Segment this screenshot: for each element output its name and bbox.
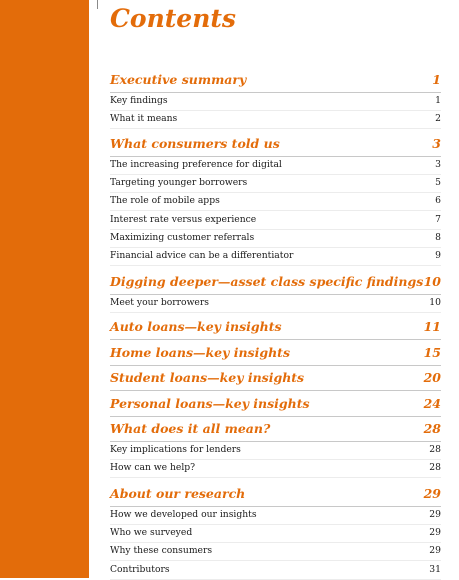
toc-section-page: 15 [423,345,441,360]
toc-entry-title: Key implications for lenders [110,444,241,455]
toc-section-page: 24 [423,396,441,411]
toc-section-title: Personal loans—key insights [110,396,310,411]
toc-entry-title: Interest rate versus experience [110,214,257,225]
toc-entry-page: 9 [435,250,441,261]
toc-section-page: 20 [423,370,441,385]
toc-section-title: Home loans—key insights [110,345,290,360]
toc-entry-title: How can we help? [110,462,196,473]
toc-entry[interactable] [110,232,441,244]
toc-entry-page: 31 [429,564,441,575]
toc-entry[interactable] [110,297,441,309]
toc-entry[interactable] [110,250,441,262]
toc-section-page: 3 [432,136,441,151]
toc-entry-page: 10 [429,297,441,308]
toc-entry-page: 28 [429,444,441,455]
toc-entry-page: 5 [435,177,441,188]
toc-section-title: Digging deeper—asset class specific findings [110,274,424,289]
toc-section-page: 28 [423,421,441,436]
toc-section-title: What does it all mean? [110,421,271,436]
toc-entry-title: How we developed our insights [110,509,257,520]
toc-entry-title: Financial advice can be a differentiator [110,250,294,261]
toc-section-page: 10 [423,274,441,289]
toc-entry[interactable] [110,214,441,226]
toc-entry[interactable] [110,509,441,521]
toc-section-title: Auto loans—key insights [110,319,282,334]
toc-section[interactable] [110,421,441,437]
toc-section-page: 29 [423,486,441,501]
toc-section-title: Student loans—key insights [110,370,305,385]
toc-section[interactable] [110,370,441,386]
toc-entry-page: 29 [429,509,441,520]
toc-entry-page: 8 [435,232,441,243]
toc-entry-title: Contributors [110,564,170,575]
toc-entry-title: Key findings [110,95,168,106]
toc-entry[interactable] [110,462,441,474]
toc-section-page: 1 [432,72,441,87]
toc-section[interactable] [110,136,441,152]
toc-entry-title: Meet your borrowers [110,297,209,308]
toc-entry-title: Targeting younger borrowers [110,177,248,188]
toc-entry[interactable] [110,545,441,557]
toc-entry[interactable] [110,527,441,539]
toc-entry-title: Why these consumers [110,545,213,556]
page-title: Contents [110,4,237,33]
toc-entry-title: The increasing preference for digital [110,159,282,170]
toc-entry[interactable] [110,95,441,107]
toc-entry-page: 1 [435,95,441,106]
toc-entry-page: 28 [429,462,441,473]
toc-entry-page: 2 [435,113,441,124]
toc-entry-page: 7 [435,214,441,225]
toc-section-page: 11 [423,319,441,334]
toc-section[interactable] [110,319,441,335]
toc-entry[interactable] [110,444,441,456]
toc-section[interactable] [110,72,441,88]
toc-entry[interactable] [110,159,441,171]
toc-section[interactable] [110,345,441,361]
toc-entry-title: The role of mobile apps [110,195,220,206]
toc-section[interactable] [110,486,441,502]
toc-section-title: Executive summary [110,72,247,87]
toc-section-title: About our research [110,486,246,501]
toc-section[interactable] [110,396,441,412]
toc-section-title: What consumers told us [110,136,280,151]
toc-entry-page: 6 [435,195,441,206]
toc-entry-page: 3 [435,159,441,170]
toc-entry[interactable] [110,564,441,576]
toc-entry-page: 29 [429,527,441,538]
toc-entry[interactable] [110,177,441,189]
toc-entry[interactable] [110,113,441,125]
toc-entry-title: What it means [110,113,178,124]
toc-entry[interactable] [110,195,441,207]
toc-entry-page: 29 [429,545,441,556]
toc-entry-title: Maximizing customer referrals [110,232,255,243]
toc-section[interactable] [110,274,441,290]
toc-entry-title: Who we surveyed [110,527,193,538]
